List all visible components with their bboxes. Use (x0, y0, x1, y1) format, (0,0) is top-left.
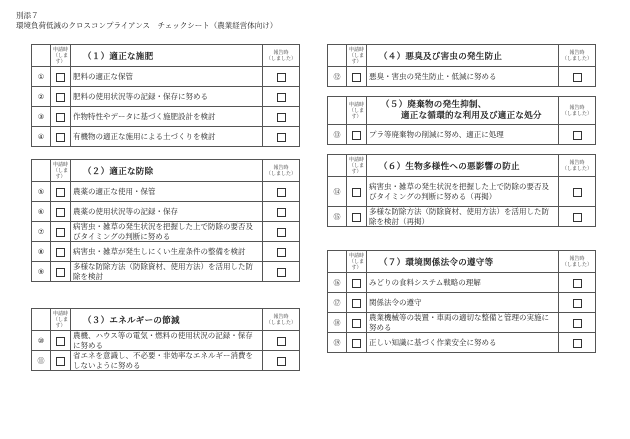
apply-checkbox[interactable] (56, 133, 65, 142)
report-checkbox[interactable] (277, 93, 286, 102)
checklist-row (32, 222, 300, 242)
apply-column-label: 申請時 （します） (347, 251, 367, 273)
report-checkbox-cell (263, 127, 300, 147)
section-1-table (31, 44, 300, 147)
corner-cell (328, 251, 347, 273)
item-number: ⑩ (32, 331, 51, 351)
report-checkbox-cell (263, 182, 300, 202)
apply-checkbox[interactable] (352, 319, 361, 328)
item-number: ⑥ (32, 202, 51, 222)
report-checkbox-cell (263, 202, 300, 222)
item-number: ⑦ (32, 222, 51, 242)
item-text: 肥料の適正な保管 (71, 67, 263, 87)
checklist-row (328, 177, 596, 207)
item-text: 病害虫・雑草の発生状況を把握した上で防除の要否及びタイミングの判断に努める（再掲） (367, 177, 559, 207)
section-title-line1: （５）廃棄物の発生抑制、 (381, 99, 487, 110)
report-checkbox-cell (263, 87, 300, 107)
report-checkbox-cell (559, 313, 596, 333)
report-checkbox[interactable] (277, 133, 286, 142)
item-number: ① (32, 67, 51, 87)
item-text: 関係法令の遵守 (367, 293, 559, 313)
report-checkbox[interactable] (277, 73, 286, 82)
item-number: ⑤ (32, 182, 51, 202)
section-title: （２）適正な防除 (71, 160, 263, 182)
section-title: （１）適正な施肥 (71, 45, 263, 67)
item-text: 多様な防除方法（防除資材、使用方法）を活用した防除を検討 (71, 262, 263, 282)
item-text: 農薬の適正な使用・保管 (71, 182, 263, 202)
report-column-label: 報告時 （しました） (559, 45, 596, 67)
apply-checkbox-cell (51, 242, 71, 262)
checklist-row (328, 293, 596, 313)
report-column-label: 報告時 （しました） (559, 155, 596, 177)
checklist-row (32, 262, 300, 282)
checklist-row (32, 107, 300, 127)
item-text: 悪臭・害虫の発生防止・低減に努める (367, 67, 559, 87)
item-number: ⑧ (32, 242, 51, 262)
apply-column-label: 申請時 （します） (347, 97, 367, 125)
apply-column-label: 申請時 （します） (347, 155, 367, 177)
report-checkbox[interactable] (573, 188, 582, 197)
item-number: ⑫ (328, 67, 347, 87)
checklist-row (32, 67, 300, 87)
report-checkbox[interactable] (277, 188, 286, 197)
sheet-title: 環境負荷低減のクロスコンプライアンス チェックシート（農業経営体向け） (16, 21, 278, 30)
report-checkbox-cell (559, 333, 596, 353)
item-text: 有機物の適正な施用による土づくりを検討 (71, 127, 263, 147)
report-checkbox[interactable] (573, 319, 582, 328)
report-checkbox[interactable] (573, 131, 582, 140)
item-number: ⑨ (32, 262, 51, 282)
item-text: 病害虫・雑草の発生状況を把握した上で防除の要否及びタイミングの判断に努める (71, 222, 263, 242)
report-column-label: 報告時 （しました） (263, 160, 300, 182)
checklist-row (32, 351, 300, 371)
apply-checkbox-cell (347, 293, 367, 313)
checklist-row (32, 87, 300, 107)
report-checkbox-cell (559, 273, 596, 293)
apply-checkbox-cell (51, 262, 71, 282)
item-text: 省エネを意識し、不必要・非効率なエネルギー消費をしないように努める (71, 351, 263, 371)
apply-checkbox[interactable] (56, 357, 65, 366)
apply-checkbox-cell (347, 207, 367, 227)
report-checkbox[interactable] (277, 248, 286, 257)
checklist-row (328, 67, 596, 87)
report-checkbox-cell (559, 293, 596, 313)
apply-checkbox-cell (347, 177, 367, 207)
section-2-table (31, 159, 300, 282)
item-text: 病害虫・雑草が発生しにくい生産条件の整備を検討 (71, 242, 263, 262)
apply-checkbox[interactable] (56, 268, 65, 277)
apply-checkbox-cell (51, 107, 71, 127)
corner-cell (32, 309, 51, 331)
apply-checkbox-cell (51, 222, 71, 242)
item-number: ③ (32, 107, 51, 127)
checklist-row (32, 242, 300, 262)
apply-checkbox[interactable] (352, 188, 361, 197)
report-checkbox[interactable] (277, 337, 286, 346)
report-checkbox[interactable] (573, 299, 582, 308)
report-checkbox[interactable] (573, 279, 582, 288)
item-text: プラ等廃棄物の削減に努め、適正に処理 (367, 125, 559, 145)
report-checkbox-cell (263, 107, 300, 127)
apply-checkbox-cell (51, 127, 71, 147)
report-checkbox-cell (559, 177, 596, 207)
corner-cell (32, 45, 51, 67)
item-number: ⑮ (328, 207, 347, 227)
apply-checkbox-cell (347, 67, 367, 87)
apply-column-label: 申請時 （します） (51, 309, 71, 331)
checklist-row (328, 313, 596, 333)
item-number: ⑭ (328, 177, 347, 207)
apply-checkbox[interactable] (56, 228, 65, 237)
section-title: （３）エネルギーの節減 (71, 309, 263, 331)
item-number: ⑰ (328, 293, 347, 313)
item-number: ⑬ (328, 125, 347, 145)
checklist-row (328, 273, 596, 293)
apply-checkbox[interactable] (56, 188, 65, 197)
report-checkbox[interactable] (573, 73, 582, 82)
apply-checkbox[interactable] (56, 113, 65, 122)
apply-checkbox-cell (347, 273, 367, 293)
apply-checkbox[interactable] (56, 93, 65, 102)
apply-checkbox[interactable] (352, 279, 361, 288)
apply-column-label: 申請時 （します） (51, 160, 71, 182)
apply-column-label: 申請時 （します） (51, 45, 71, 67)
item-number: ④ (32, 127, 51, 147)
checklist-row (32, 202, 300, 222)
apply-checkbox-cell (51, 331, 71, 351)
item-text: 正しい知識に基づく作業安全に努める (367, 333, 559, 353)
item-text: 農薬の使用状況等の記録・保存 (71, 202, 263, 222)
section-7-table (327, 250, 596, 353)
report-checkbox[interactable] (277, 268, 286, 277)
corner-cell (32, 160, 51, 182)
report-column-label: 報告時 （しました） (559, 251, 596, 273)
apply-checkbox[interactable] (352, 73, 361, 82)
report-checkbox-cell (559, 125, 596, 145)
item-text: 肥料の使用状況等の記録・保存に努める (71, 87, 263, 107)
item-number: ⑪ (32, 351, 51, 371)
corner-cell (328, 45, 347, 67)
apply-checkbox[interactable] (352, 339, 361, 348)
section-title-line2: 適正な循環的な利用及び適正な処分 (401, 110, 542, 121)
report-checkbox-cell (263, 262, 300, 282)
apply-checkbox-cell (51, 182, 71, 202)
annex-label: 別添７ (16, 11, 39, 20)
checklist-row (328, 125, 596, 145)
report-checkbox[interactable] (573, 213, 582, 222)
apply-checkbox-cell (347, 333, 367, 353)
section-title: （４）悪臭及び害虫の発生防止 (367, 45, 559, 67)
section-title: （７）環境関係法令の遵守等 (367, 251, 559, 273)
section-4-table (327, 44, 596, 87)
report-column-label: 報告時 （しました） (263, 45, 300, 67)
item-text: 多様な防除方法（防除資材、使用方法）を活用した防除を検討（再掲） (367, 207, 559, 227)
report-checkbox[interactable] (277, 208, 286, 217)
corner-cell (328, 155, 347, 177)
apply-checkbox-cell (347, 125, 367, 145)
item-number: ⑯ (328, 273, 347, 293)
apply-checkbox[interactable] (56, 73, 65, 82)
report-checkbox[interactable] (277, 357, 286, 366)
item-number: ⑱ (328, 313, 347, 333)
apply-checkbox[interactable] (352, 299, 361, 308)
report-column-label: 報告時 （しました） (559, 97, 596, 125)
report-checkbox-cell (559, 207, 596, 227)
apply-checkbox-cell (347, 313, 367, 333)
section-title (367, 97, 559, 125)
apply-checkbox-cell (51, 202, 71, 222)
section-title: （６）生物多様性への悪影響の防止 (367, 155, 559, 177)
apply-checkbox-cell (51, 67, 71, 87)
apply-checkbox[interactable] (56, 208, 65, 217)
apply-checkbox[interactable] (56, 248, 65, 257)
corner-cell (328, 97, 347, 125)
section-6-table (327, 154, 596, 227)
item-number: ② (32, 87, 51, 107)
report-checkbox-cell (263, 331, 300, 351)
report-checkbox-cell (263, 242, 300, 262)
item-text: 農機、ハウス等の電気・燃料の使用状況の記録・保存に努める (71, 331, 263, 351)
apply-checkbox[interactable] (352, 213, 361, 222)
item-text: 農業機械等の装置・車両の適切な整備と管理の実施に努める (367, 313, 559, 333)
item-text: みどりの食料システム戦略の理解 (367, 273, 559, 293)
report-checkbox[interactable] (573, 339, 582, 348)
checklist-row (32, 331, 300, 351)
checklist-row (32, 127, 300, 147)
section-5-table (327, 96, 596, 145)
item-number: ⑲ (328, 333, 347, 353)
report-checkbox[interactable] (277, 113, 286, 122)
report-checkbox-cell (559, 67, 596, 87)
section-3-table (31, 308, 300, 371)
checklist-row (328, 207, 596, 227)
apply-checkbox[interactable] (56, 337, 65, 346)
checklist-row (32, 182, 300, 202)
apply-checkbox-cell (51, 351, 71, 371)
report-column-label: 報告時 （しました） (263, 309, 300, 331)
apply-checkbox[interactable] (352, 131, 361, 140)
report-checkbox-cell (263, 222, 300, 242)
report-checkbox-cell (263, 351, 300, 371)
report-checkbox-cell (263, 67, 300, 87)
apply-column-label: 申請時 （します） (347, 45, 367, 67)
checklist-row (328, 333, 596, 353)
item-text: 作物特性やデータに基づく施肥設計を検討 (71, 107, 263, 127)
report-checkbox[interactable] (277, 228, 286, 237)
apply-checkbox-cell (51, 87, 71, 107)
